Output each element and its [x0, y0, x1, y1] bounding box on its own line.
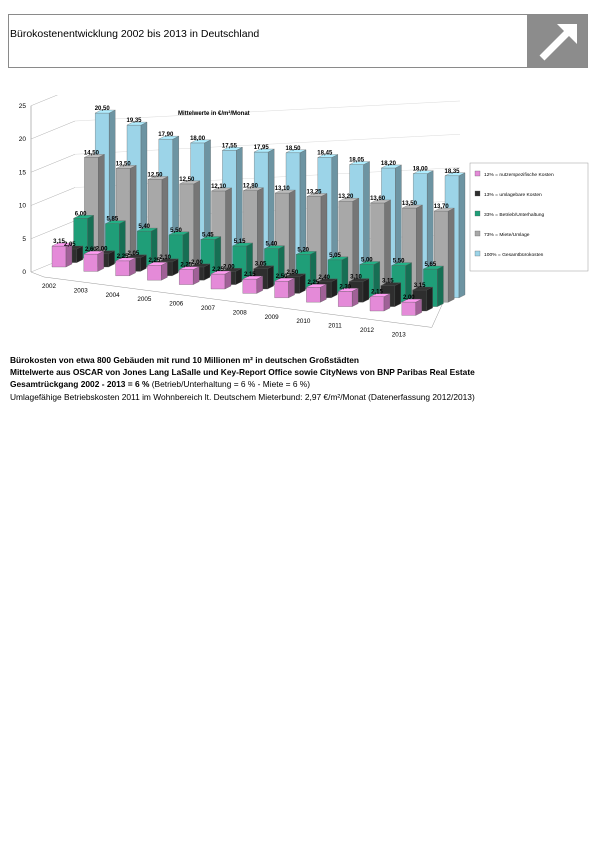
x-tick-label: 2006	[169, 300, 184, 308]
data-label: 5,05	[329, 252, 341, 259]
bar-front	[370, 297, 384, 311]
data-label: 2,25	[148, 258, 161, 265]
bar	[402, 299, 422, 315]
bar-side	[98, 154, 104, 253]
x-tick-label: 2012	[360, 327, 375, 334]
legend-swatch	[475, 251, 480, 256]
data-label: 18,20	[380, 160, 396, 167]
data-label: 17,55	[221, 143, 237, 150]
bar	[338, 288, 358, 306]
chart	[0, 95, 595, 345]
bar-side	[437, 266, 443, 307]
note-line-3-detail: (Betrieb/Unterhaltung = 6 % - Miete = 6 %)	[151, 379, 311, 390]
y-tick-label: 15	[18, 169, 26, 177]
data-label: 2,30	[339, 284, 352, 291]
data-label: 13,25	[306, 189, 322, 196]
note-line-2: Mittelwerte aus OSCAR von Jones Lang LaSalle und Key-Report Office sowie CityNews von BNP Paribas Real Estate	[10, 367, 475, 378]
notes	[10, 354, 475, 403]
grid-line	[31, 95, 75, 106]
x-tick-label: 2004	[105, 291, 120, 299]
y-tick-label: 0	[22, 269, 26, 276]
data-label: 20,50	[94, 106, 110, 113]
data-label: 5,15	[233, 238, 246, 245]
data-label: 12,50	[147, 172, 163, 179]
x-tick-label: 2008	[232, 309, 247, 317]
bar-front	[147, 265, 161, 280]
data-label: 2,15	[371, 289, 383, 296]
data-label: 12,10	[211, 183, 227, 190]
legend-label: 33% = Betrieb/Unterhaltung	[484, 213, 545, 218]
y-tick-label: 20	[18, 136, 26, 143]
diagonal-arrow-icon	[527, 15, 587, 67]
x-tick-label: 2013	[391, 331, 406, 339]
bar-front	[211, 274, 225, 289]
legend-label: 12% = nutzerspezifische Kosten	[484, 173, 554, 178]
data-label: 18,05	[349, 157, 365, 164]
data-label: 18,45	[317, 150, 333, 157]
note-line-1: Bürokosten von etwa 800 Gebäuden mit rund 10 Millionen m² in deutschen Großstädten	[10, 355, 360, 365]
y-tick-label: 10	[18, 202, 26, 210]
data-label: 13,70	[433, 204, 449, 211]
data-label: 17,95	[253, 145, 269, 152]
bar-side	[331, 279, 337, 298]
data-label: 19,35	[126, 118, 142, 125]
bar-side	[98, 251, 104, 271]
arrow-logo	[527, 15, 587, 67]
legend	[470, 163, 588, 271]
x-tick-label: 2011	[328, 322, 342, 330]
data-label: 13,10	[274, 186, 290, 193]
legend-swatch	[475, 231, 480, 236]
note-line-4: Umlagefähige Betriebskosten 2011 im Wohnbereich lt. Deutschem Mieterbund: 2,97 €/m²/Monat (Datenerfassung 2012/2013)	[10, 391, 475, 402]
data-label: 5,40	[265, 241, 278, 248]
bar-front	[243, 279, 257, 293]
data-label: 5,40	[138, 224, 151, 231]
bar-side	[363, 279, 369, 303]
data-label: 5,50	[392, 258, 405, 265]
bar-layer	[52, 110, 465, 315]
data-label: 13,60	[370, 195, 386, 202]
bar-front	[402, 302, 416, 315]
data-label: 2,25	[116, 253, 129, 260]
data-label: 14,50	[83, 150, 99, 157]
data-label: 6,00	[74, 211, 87, 218]
legend-label: 13% = umlagebare Kosten	[484, 193, 542, 198]
bar	[116, 258, 136, 276]
data-label: 2,25	[212, 267, 224, 274]
data-label: 12,80	[242, 183, 258, 190]
bar-side	[226, 188, 232, 271]
bar	[179, 267, 199, 285]
data-label: 2,10	[159, 254, 172, 261]
bar-side	[194, 181, 200, 267]
x-tick-label: 2009	[264, 313, 279, 321]
data-label: 17,90	[158, 132, 174, 139]
bar-side	[289, 278, 295, 298]
bar	[211, 271, 231, 289]
data-label: 2,60	[84, 247, 97, 254]
bar-front	[179, 270, 193, 285]
data-label: 2,05	[63, 241, 76, 248]
bar-side	[459, 173, 465, 298]
bar-side	[289, 190, 295, 280]
y-tick-label: 5	[22, 235, 26, 243]
x-tick-label: 2005	[137, 296, 152, 304]
bar-front	[306, 287, 320, 302]
bar-front	[84, 254, 98, 271]
data-label: 2,50	[286, 269, 299, 276]
bar-front	[116, 261, 130, 276]
page-title: Bürokostenentwicklung 2002 bis 2013 in Deutschland	[10, 28, 260, 40]
grid-line	[31, 154, 75, 172]
bar-side	[448, 208, 454, 302]
bar-side	[352, 288, 358, 306]
bar	[275, 278, 295, 298]
grid-line	[31, 121, 75, 139]
chart-subtitle: Mittelwerte in €/m²/Monat	[178, 111, 250, 117]
data-label: 2,00	[191, 259, 203, 266]
x-tick-label: 2002	[42, 283, 57, 290]
x-tick-label: 2007	[201, 305, 216, 312]
data-label: 12,50	[179, 176, 195, 183]
legend-label: 100% = Gesamtbürokosten	[484, 253, 544, 258]
data-label: 3,10	[350, 274, 362, 281]
data-label: 5,85	[106, 216, 119, 223]
data-label: 2,00	[402, 295, 415, 302]
bar	[243, 276, 263, 293]
legend-label: 73% = Miete/Umlage	[484, 233, 530, 238]
data-label: 2,25	[307, 280, 320, 287]
bar-side	[162, 176, 168, 262]
note-line-3-main: Gesamtrückgang 2002 - 2013 = 6 %	[10, 379, 150, 390]
bar-side	[130, 165, 136, 258]
y-tick-label: 25	[18, 102, 26, 110]
note-line-3	[10, 378, 475, 390]
data-label: 3,15	[381, 278, 394, 285]
data-label: 5,00	[360, 257, 373, 264]
bar	[84, 251, 104, 271]
header-box	[8, 14, 588, 68]
bar	[306, 284, 326, 302]
data-label: 3,15	[413, 283, 426, 290]
bar-side	[395, 283, 401, 307]
bar-side	[268, 266, 274, 289]
grid-line	[31, 221, 75, 239]
data-label: 2,05	[127, 250, 140, 257]
grid-line	[31, 188, 75, 206]
bar	[370, 294, 390, 311]
data-label: 13,20	[338, 194, 354, 201]
data-label: 18,00	[190, 135, 206, 142]
legend-swatch	[475, 211, 480, 216]
data-label: 13,50	[115, 161, 131, 168]
data-label: 18,35	[444, 168, 460, 175]
data-label: 5,50	[170, 227, 182, 234]
bar-side	[427, 287, 433, 311]
data-label: 2,25	[180, 262, 193, 269]
data-label: 3,05	[254, 261, 267, 268]
bar	[147, 262, 167, 280]
data-label: 2,15	[243, 272, 256, 279]
data-label: 18,00	[412, 166, 428, 173]
data-label: 2,40	[318, 274, 331, 281]
data-label: 2,00	[95, 246, 108, 253]
data-label: 2,50	[275, 274, 288, 281]
data-label: 5,20	[297, 247, 310, 254]
bar-side	[299, 274, 305, 294]
data-label: 3,15	[53, 239, 65, 246]
legend-swatch	[475, 191, 480, 196]
x-tick-label: 2010	[296, 318, 311, 326]
bar-side	[321, 193, 327, 284]
data-label: 18,50	[285, 145, 301, 152]
x-tick-label: 2003	[73, 287, 88, 295]
bar-front	[52, 246, 66, 267]
bar-front	[275, 281, 289, 298]
data-label: 13,50	[401, 201, 417, 208]
data-label: 2,00	[222, 264, 235, 271]
data-label: 5,65	[424, 262, 437, 269]
data-label: 5,45	[201, 232, 214, 239]
bar-front	[338, 291, 352, 306]
legend-swatch	[475, 171, 480, 176]
